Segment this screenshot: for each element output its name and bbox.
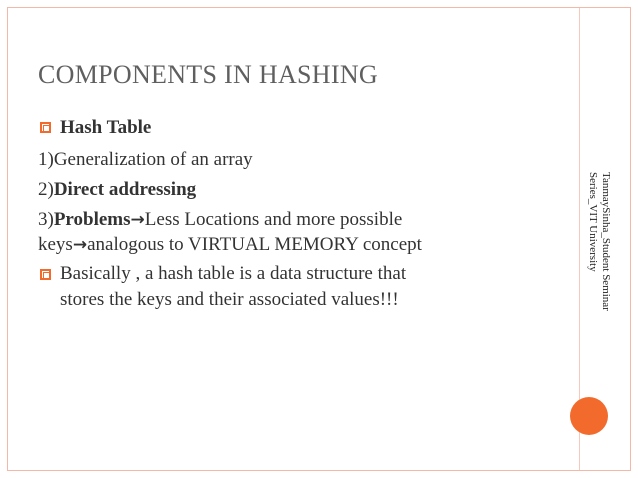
- border-left: [7, 7, 8, 471]
- line4-start: keys: [38, 234, 73, 255]
- line2-bold: Direct addressing: [53, 179, 197, 200]
- border-bottom: [7, 470, 631, 471]
- side-caption: [572, 172, 612, 412]
- side-caption-line1: TanmaySinha_Student Seminar: [600, 172, 612, 311]
- line3-bold: Problems: [53, 209, 131, 230]
- side-caption-line2: Series_VIT University: [587, 172, 599, 272]
- line3-prefix: 3): [38, 209, 54, 230]
- orange-circle-decoration: [570, 397, 608, 435]
- bullet-basically-line2: stores the keys and their associated values!!!: [60, 289, 399, 310]
- line-keys: [38, 234, 422, 256]
- border-top: [7, 7, 631, 8]
- line2-prefix: 2): [38, 179, 54, 200]
- right-arrow-icon: →: [130, 210, 145, 230]
- line-generalization: 1)Generalization of an array: [38, 149, 253, 170]
- bullet-square-icon: [40, 269, 51, 280]
- line3-rest: Less Locations and more possible: [144, 209, 403, 230]
- hash-table-label: Hash Table: [60, 117, 152, 138]
- slide-title: COMPONENTS IN HASHING: [38, 60, 378, 89]
- line-direct-addressing: [38, 179, 196, 201]
- bullet-basically-line1: Basically , a hash table is a data structure that: [60, 263, 407, 284]
- line4-rest: analogous to VIRTUAL MEMORY concept: [87, 234, 422, 255]
- right-arrow-icon: →: [72, 235, 88, 255]
- bullet-hash-table: [60, 117, 151, 139]
- line-problems: [38, 209, 402, 231]
- border-right: [630, 7, 631, 471]
- bullet-square-icon: [40, 122, 51, 133]
